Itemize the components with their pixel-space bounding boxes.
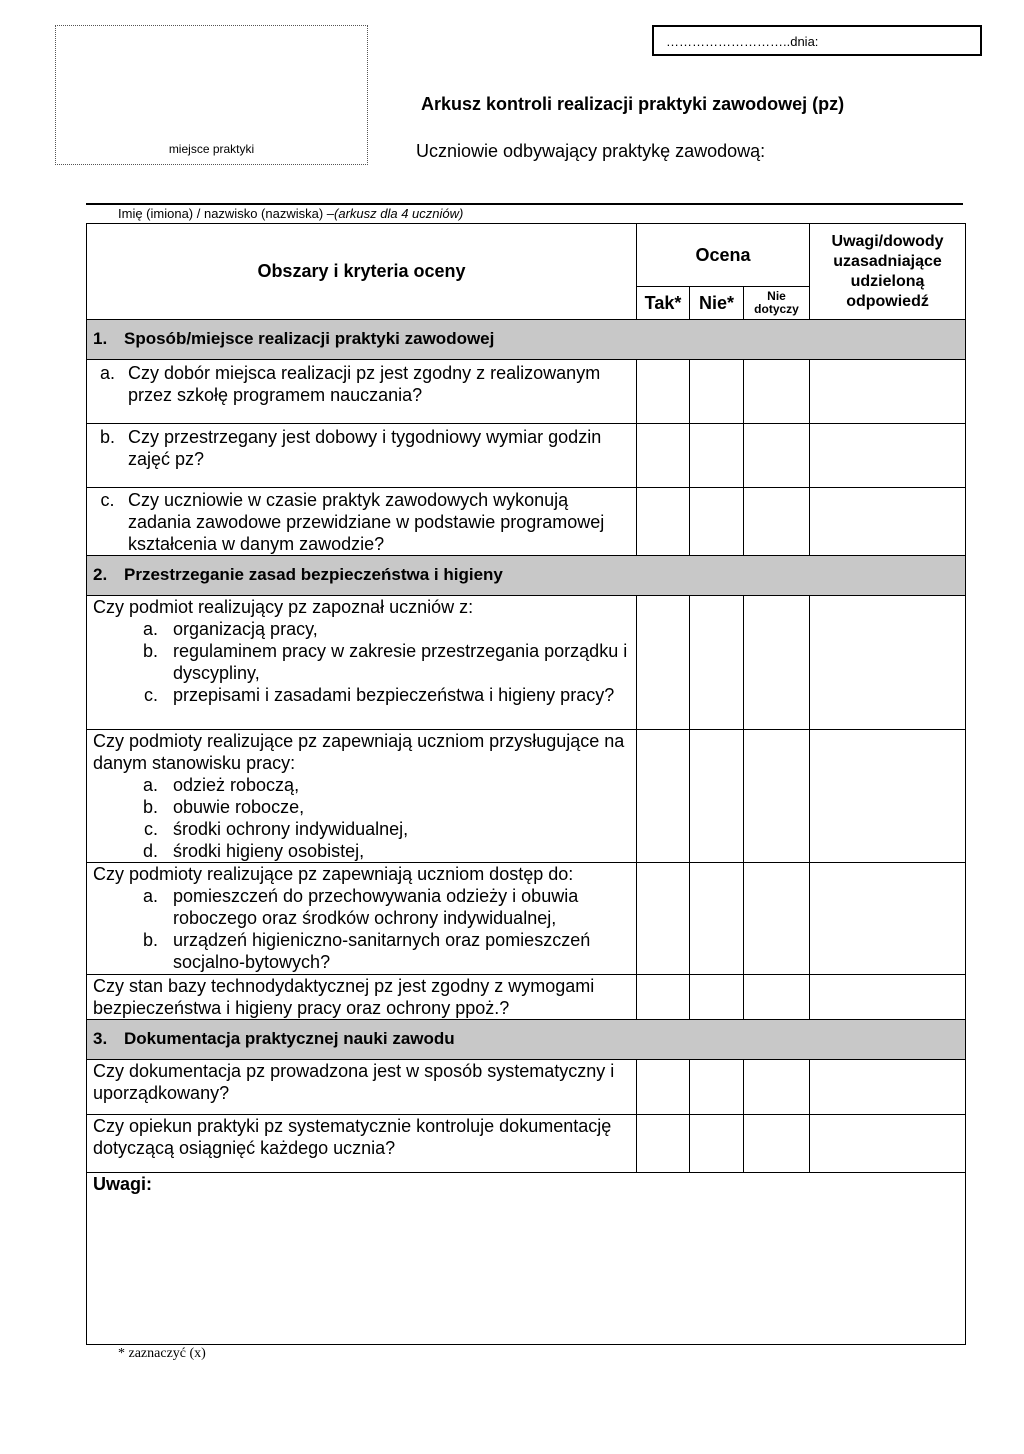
remarks-cell[interactable] — [810, 488, 966, 556]
no-cell[interactable] — [690, 1115, 744, 1173]
students-heading: Uczniowie odbywający praktykę zawodową: — [416, 141, 766, 161]
remarks-cell[interactable] — [810, 424, 966, 488]
yes-cell[interactable] — [637, 975, 690, 1020]
yes-header: Tak* — [637, 287, 690, 320]
no-cell[interactable] — [690, 488, 744, 556]
na-cell[interactable] — [744, 730, 810, 863]
section-title: Dokumentacja praktycznej nauki zawodu — [124, 1029, 455, 1048]
remarks-row — [87, 1173, 966, 1345]
criterion-text: Czy dokumentacja pz prowadzona jest w sposób systematyczny i uporządkowany? — [93, 1061, 615, 1103]
table-row: Czy podmioty realizujące pz zapewniają uczniom przysługujące na danym stanowisku pracy: a. odzież roboczą, b. obuwie robocze, c. środki ochrony indywidualnej, d. środki higieny osobistej, — [87, 730, 966, 863]
table-row — [87, 1115, 966, 1173]
criterion-text: Czy opiekun praktyki pz systematycznie kontroluje dokumentację dotyczącą osiągnięć każdego ucznia? — [93, 1116, 612, 1158]
table-row — [87, 975, 966, 1020]
table-row: b. Czy przestrzegany jest dobowy i tygodniowy wymiar godzin zajęć pz? — [87, 424, 966, 488]
footnote: * zaznaczyć (x) — [118, 1346, 206, 1361]
yes-cell[interactable] — [637, 1060, 690, 1115]
no-cell[interactable] — [690, 360, 744, 424]
no-cell[interactable] — [690, 730, 744, 863]
remarks-cell[interactable] — [810, 863, 966, 975]
criterion-text: Czy podmiot realizujący pz zapoznał uczniów z: — [93, 597, 474, 617]
no-cell[interactable] — [690, 596, 744, 730]
table-row — [87, 1060, 966, 1115]
not-applicable-header: Nie dotyczy — [744, 287, 810, 320]
yes-cell[interactable] — [637, 596, 690, 730]
table-row: a. Czy dobór miejsca realizacji pz jest zgodny z realizowanym przez szkołę programem nauczania? — [87, 360, 966, 424]
practice-place-box[interactable] — [55, 25, 368, 165]
no-cell[interactable] — [690, 424, 744, 488]
section-number: 3. — [93, 1029, 108, 1048]
section-row — [87, 320, 966, 360]
criterion-text: Czy przestrzegany jest dobowy i tygodniowy wymiar godzin zajęć pz? — [128, 427, 602, 469]
remarks-label: Uwagi: — [93, 1174, 153, 1194]
student-names-label: Imię (imiona) / nazwisko (nazwiska) –(arkusz dla 4 uczniów) — [118, 206, 464, 221]
practice-place-label: miejsce praktyki — [168, 142, 255, 156]
na-cell[interactable] — [744, 1115, 810, 1173]
yes-cell[interactable] — [637, 1115, 690, 1173]
criteria-table — [86, 223, 966, 1345]
na-cell[interactable] — [744, 975, 810, 1020]
na-cell[interactable] — [744, 488, 810, 556]
remarks-cell[interactable] — [810, 360, 966, 424]
criteria-header: Obszary i kryteria oceny — [87, 224, 637, 320]
na-cell[interactable] — [744, 596, 810, 730]
date-field[interactable]: ………………………..dnia: — [652, 25, 982, 56]
rating-header: Ocena — [637, 224, 810, 287]
remarks-header: Uwagi/dowody uzasadniające udzieloną odpowiedź — [810, 224, 966, 320]
section-number: 2. — [93, 565, 108, 584]
na-cell[interactable] — [744, 424, 810, 488]
na-cell[interactable] — [744, 360, 810, 424]
document-title: Arkusz kontroli realizacji praktyki zawodowej (pz) — [421, 94, 845, 114]
section-row — [87, 1020, 966, 1060]
criterion-text: Czy stan bazy technodydaktycznej pz jest zgodny z wymogami bezpieczeństwa i higieny pracy oraz ochrony ppoż.? — [93, 976, 595, 1018]
section-title: Przestrzeganie zasad bezpieczeństwa i higieny — [124, 565, 503, 584]
remarks-cell[interactable] — [810, 1060, 966, 1115]
yes-cell[interactable] — [637, 424, 690, 488]
no-cell[interactable] — [690, 1060, 744, 1115]
criterion-text: Czy podmioty realizujące pz zapewniają uczniom dostęp do: — [93, 864, 574, 884]
na-cell[interactable] — [744, 863, 810, 975]
yes-cell[interactable] — [637, 360, 690, 424]
criterion-text: Czy uczniowie w czasie praktyk zawodowych wykonują zadania zawodowe przewidziane w podstawie programowej kształcenia w danym zawodzie? — [128, 490, 605, 554]
table-row: c. Czy uczniowie w czasie praktyk zawodowych wykonują zadania zawodowe przewidziane w podstawie programowej kształcenia w danym zawodzie? — [87, 488, 966, 556]
yes-cell[interactable] — [637, 488, 690, 556]
section-title: Sposób/miejsce realizacji praktyki zawodowej — [124, 329, 495, 348]
remarks-cell[interactable] — [810, 730, 966, 863]
remarks-cell[interactable] — [810, 975, 966, 1020]
yes-cell[interactable] — [637, 730, 690, 863]
table-row: Czy podmioty realizujące pz zapewniają uczniom dostęp do: a. pomieszczeń do przechowywania odzieży i obuwia roboczego oraz środków ochrony indywidualnej, b. urządzeń higieniczno-sanitarnych oraz pomieszczeń socjalno-bytowych? — [87, 863, 966, 975]
no-cell[interactable] — [690, 863, 744, 975]
section-row — [87, 556, 966, 596]
remarks-area[interactable] — [87, 1173, 966, 1345]
criterion-text: Czy podmioty realizujące pz zapewniają uczniom przysługujące na danym stanowisku pracy: — [93, 731, 625, 773]
remarks-cell[interactable] — [810, 596, 966, 730]
yes-cell[interactable] — [637, 863, 690, 975]
remarks-cell[interactable] — [810, 1115, 966, 1173]
na-cell[interactable] — [744, 1060, 810, 1115]
criterion-text: Czy dobór miejsca realizacji pz jest zgodny z realizowanym przez szkołę programem nauczania? — [128, 363, 601, 405]
no-header: Nie* — [690, 287, 744, 320]
table-row: Czy podmiot realizujący pz zapoznał uczniów z: a. organizacją pracy, b. regulaminem pracy w zakresie przestrzegania porządku i dyscypliny, c. przepisami i zasadami bezpieczeństwa i higieny pracy? — [87, 596, 966, 730]
section-number: 1. — [93, 329, 108, 348]
student-names-line[interactable] — [86, 203, 963, 205]
no-cell[interactable] — [690, 975, 744, 1020]
